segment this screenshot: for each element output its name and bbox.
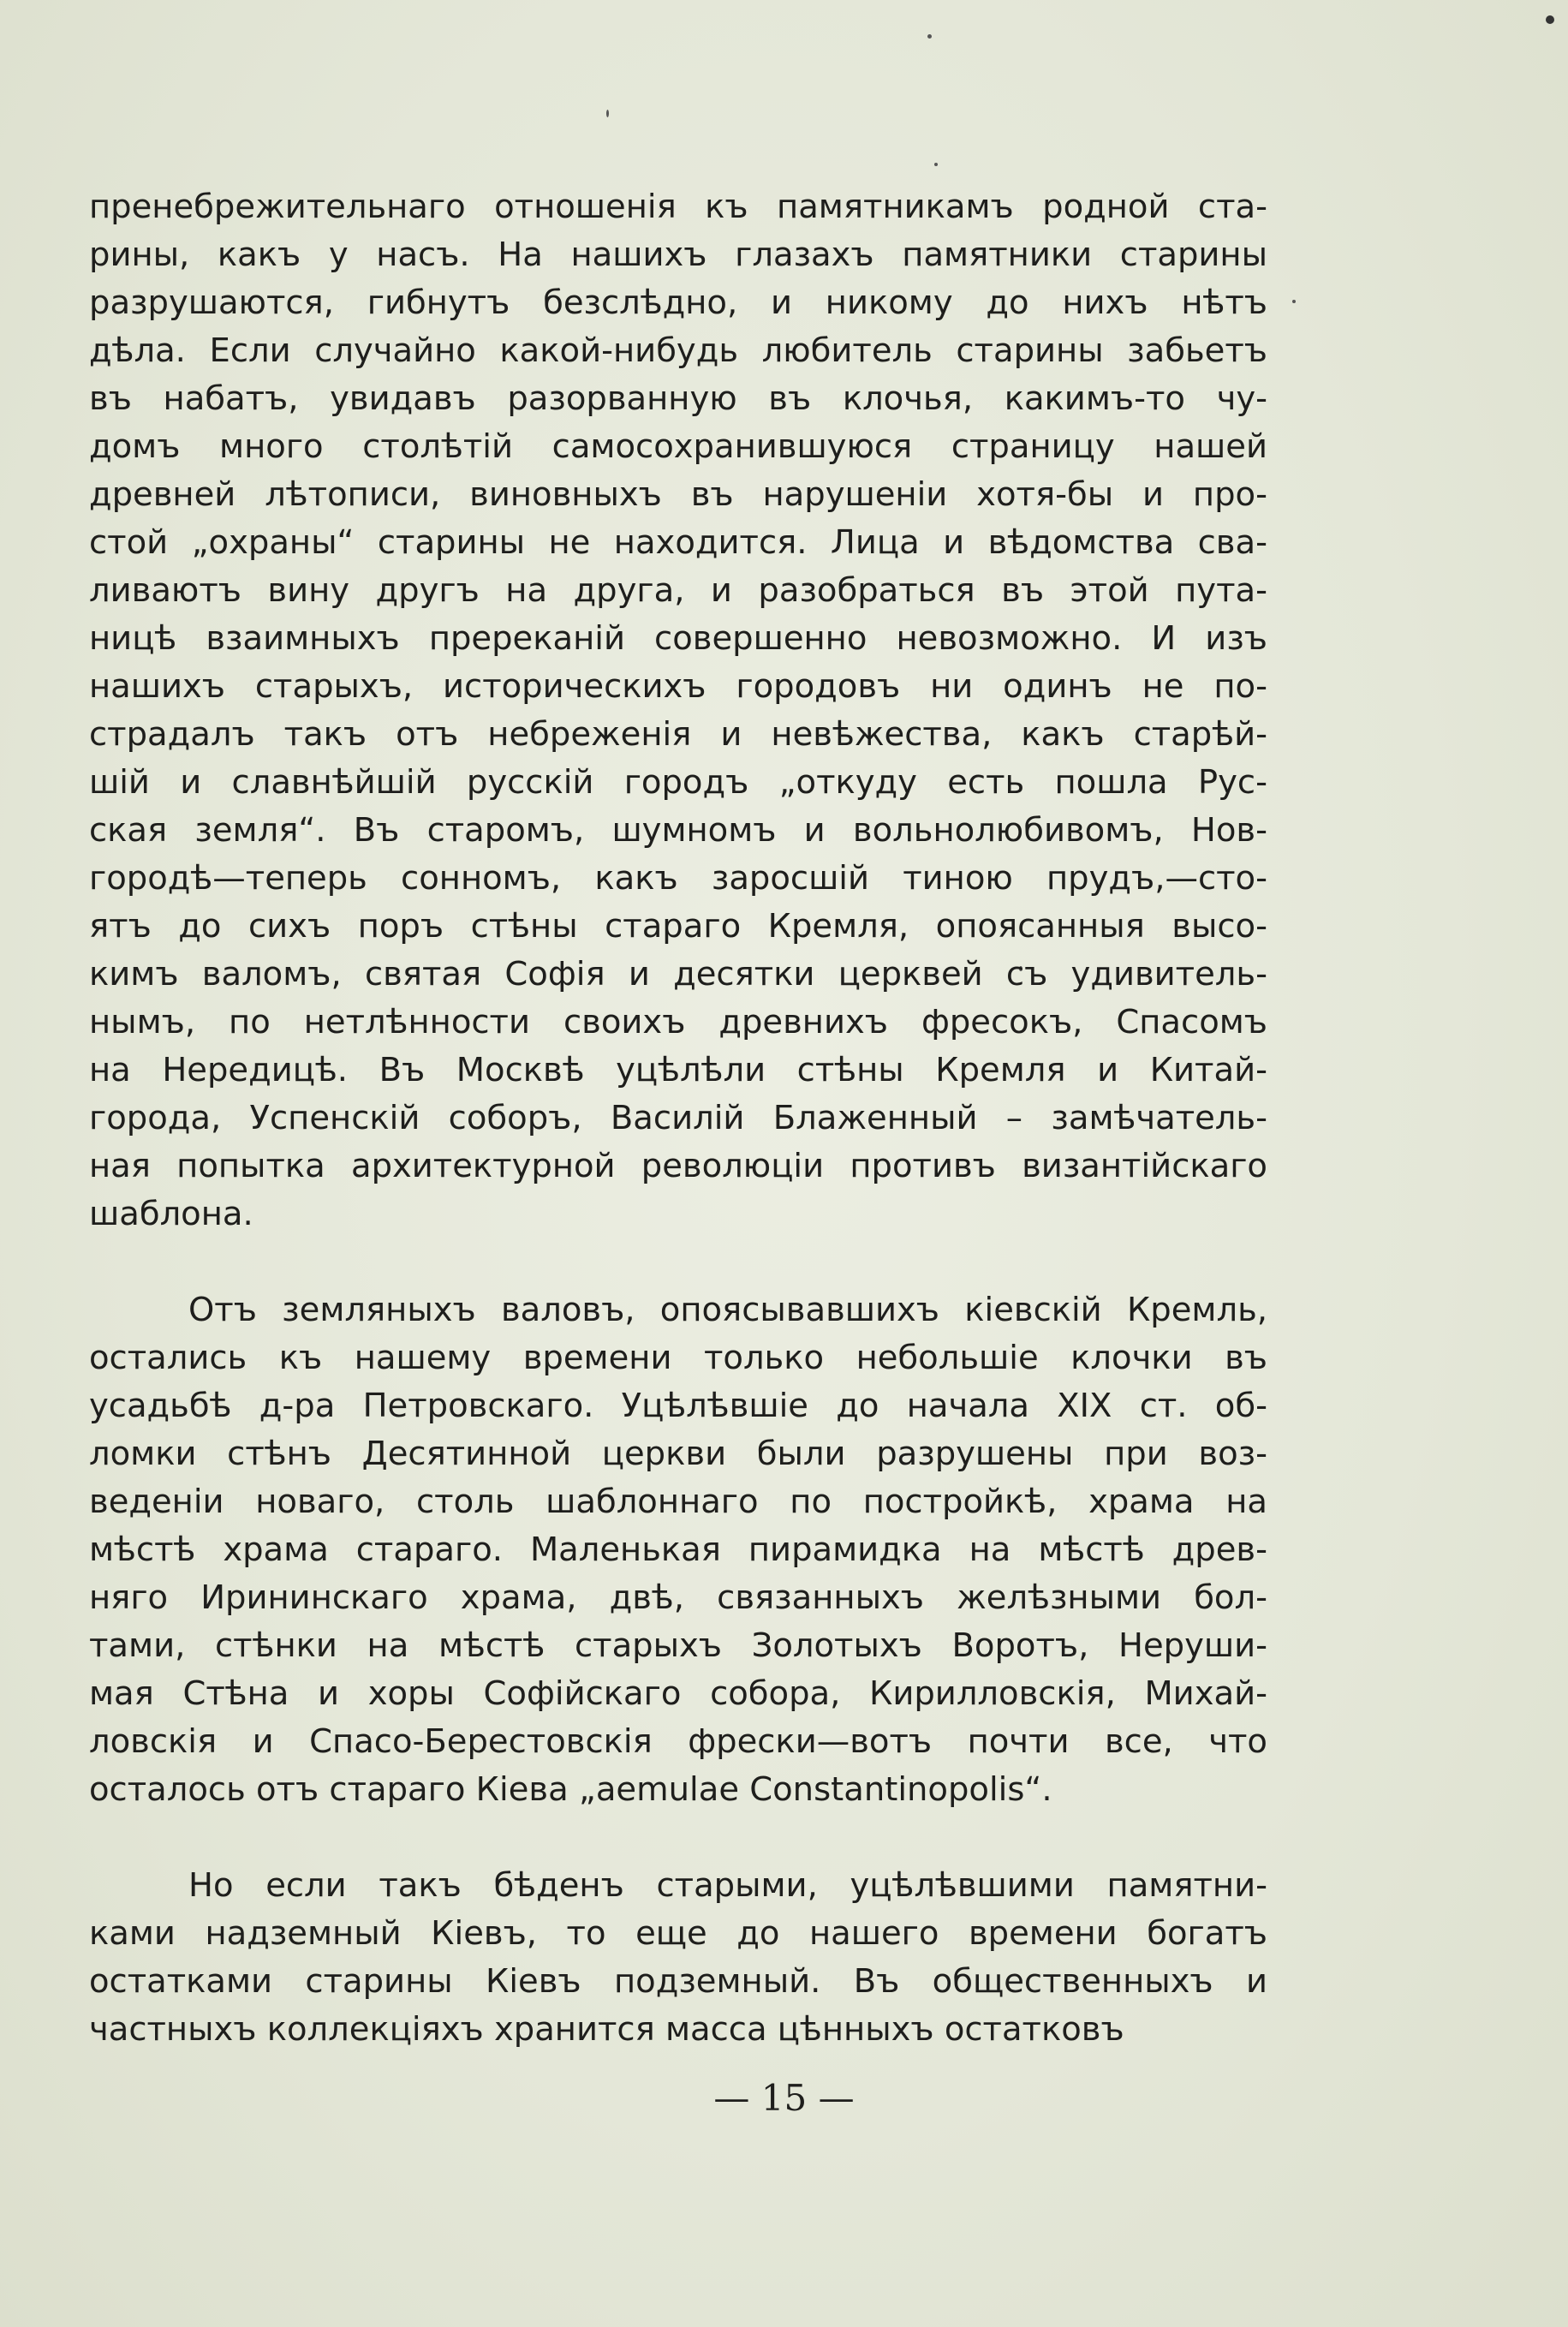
- text-line: остались къ нашему времени только небольшіе клочки въ: [89, 1339, 1267, 1377]
- text-line: ская земля“. Въ старомъ, шумномъ и вольнолюбивомъ, Нов-: [89, 811, 1267, 850]
- paper-speck: [927, 34, 932, 39]
- text-line: шій и славнѣйшій русскій городъ „откуду есть пошла Рус-: [89, 763, 1267, 802]
- text-line: въ набатъ, увидавъ разорванную въ клочья, какимъ-то чу-: [89, 379, 1267, 418]
- text-line: стой „охраны“ старины не находится. Лица и вѣдомства сва-: [89, 523, 1267, 562]
- paragraph: [89, 1862, 1267, 2054]
- text-line: ницѣ взаимныхъ пререканій совершенно невозможно. И изъ: [89, 619, 1267, 658]
- text-line: домъ много столѣтій самосохранившуюся страницу нашей: [89, 427, 1267, 466]
- text-line: осталось отъ стараго Кіева „aemulae Constantinopolis“.: [89, 1770, 1052, 1809]
- text-line: шаблона.: [89, 1195, 253, 1233]
- paper-speck: [1292, 300, 1296, 303]
- text-line: мая Стѣна и хоры Софійскаго собора, Кирилловскія, Михай-: [89, 1674, 1267, 1713]
- text-line: Отъ земляныхъ валовъ, опоясывавшихъ кіевскій Кремль,: [188, 1291, 1267, 1329]
- paragraph: [89, 183, 1267, 1238]
- text-line: мѣстѣ храма стараго. Маленькая пирамидка на мѣстѣ древ-: [89, 1530, 1267, 1569]
- text-line: древней лѣтописи, виновныхъ въ нарушеніи хотя-бы и про-: [89, 475, 1267, 514]
- paragraph-gap: [89, 1814, 1267, 1862]
- body-text: [89, 183, 1267, 2054]
- text-line: ятъ до сихъ поръ стѣны стараго Кремля, опоясанныя высо-: [89, 907, 1267, 946]
- text-line: нымъ, по нетлѣнности своихъ древнихъ фресокъ, Спасомъ: [89, 1003, 1267, 1041]
- paragraph-gap: [89, 1238, 1267, 1286]
- page-number: — 15 —: [713, 2077, 855, 2119]
- text-line: страдалъ такъ отъ небреженія и невѣжества, какъ старѣй-: [89, 715, 1267, 754]
- text-line: ная попытка архитектурной революціи противъ византійскаго: [89, 1147, 1267, 1185]
- text-line: городѣ—теперь сонномъ, какъ заросшій тиною прудъ,—сто-: [89, 859, 1267, 898]
- paper-speck: [934, 163, 938, 166]
- text-line: пренебрежительнаго отношенія къ памятникамъ родной ста-: [89, 188, 1267, 226]
- text-line: ломки стѣнъ Десятинной церкви были разрушены при воз-: [89, 1435, 1267, 1473]
- text-line: няго Ирининскаго храма, двѣ, связанныхъ желѣзными бол-: [89, 1578, 1267, 1617]
- text-line: кимъ валомъ, святая Софія и десятки церквей съ удивитель-: [89, 955, 1267, 993]
- text-line: рины, какъ у насъ. На нашихъ глазахъ памятники старины: [89, 236, 1267, 274]
- text-line: на Нередицѣ. Въ Москвѣ уцѣлѣли стѣны Кремля и Китай-: [89, 1051, 1267, 1089]
- text-line: нашихъ старыхъ, историческихъ городовъ ни одинъ не по-: [89, 667, 1267, 706]
- paper-speck: [1546, 15, 1554, 24]
- text-line: Но если такъ бѣденъ старыми, уцѣлѣвшими памятни-: [188, 1866, 1267, 1905]
- text-line: остатками старины Кіевъ подземный. Въ общественныхъ и: [89, 1962, 1267, 2001]
- paragraph: [89, 1286, 1267, 1814]
- text-line: усадьбѣ д-ра Петровскаго. Уцѣлѣвшіе до начала XIX ст. об-: [89, 1387, 1267, 1425]
- text-line: разрушаются, гибнутъ безслѣдно, и никому до нихъ нѣтъ: [89, 283, 1267, 322]
- text-line: города, Успенскій соборъ, Василій Блаженный – замѣчатель-: [89, 1099, 1267, 1137]
- text-line: веденіи новаго, столь шаблоннаго по постройкѣ, храма на: [89, 1483, 1267, 1521]
- text-line: ками надземный Кіевъ, то еще до нашего времени богатъ: [89, 1914, 1267, 1953]
- text-line: ливаютъ вину другъ на друга, и разобраться въ этой путa-: [89, 571, 1267, 610]
- text-line: ловскія и Спасо-Берестовскія фрески—вотъ почти все, что: [89, 1722, 1267, 1761]
- text-line: частныхъ коллекціяхъ хранится масса цѣнныхъ остатковъ: [89, 2010, 1124, 2049]
- paper-speck: [606, 110, 609, 117]
- text-line: тами, стѣнки на мѣстѣ старыхъ Золотыхъ Воротъ, Неруши-: [89, 1626, 1267, 1665]
- text-line: дѣла. Если случайно какой-нибудь любитель старины забьетъ: [89, 331, 1267, 370]
